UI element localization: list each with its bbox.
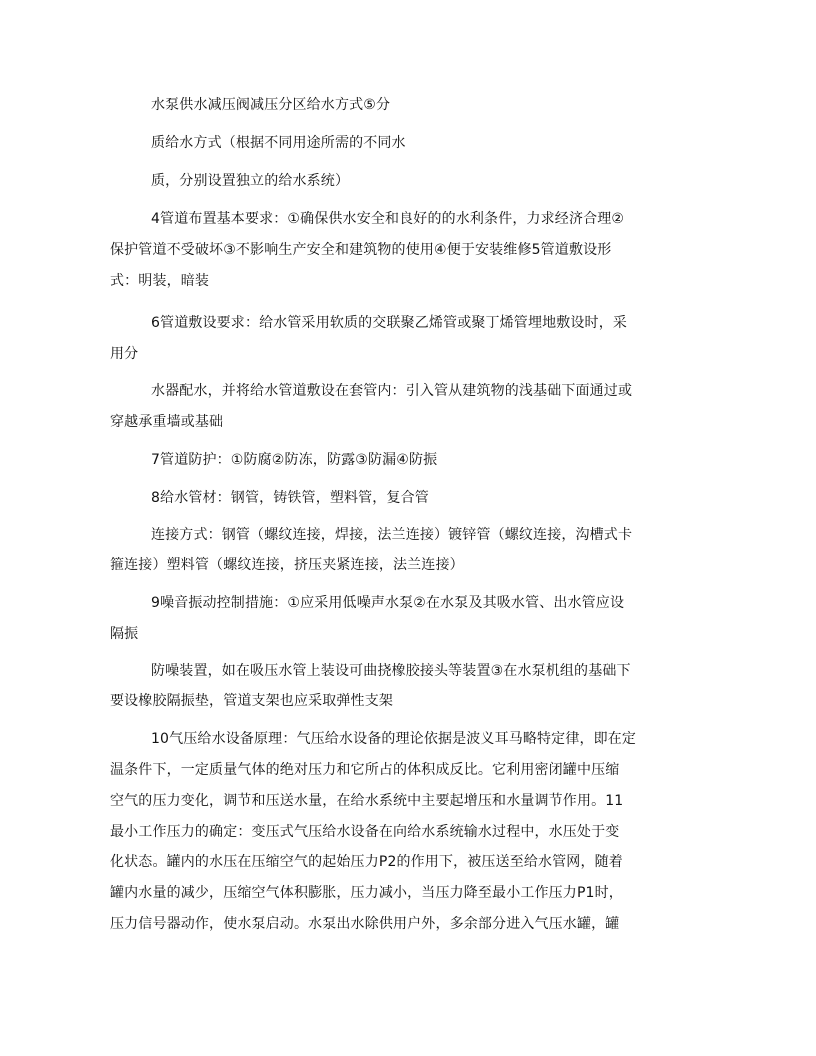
text-line: 罐内水量的减少，压缩空气体积膨胀，压力减小，当压力降至最小工作压力P1时， [110, 885, 623, 901]
text-line: 保护管道不受破坏③不影响生产安全和建筑物的使用④便于安装维修5管道敷设形 [110, 242, 612, 258]
text-line: 8给水管材：钢管，铸铁管，塑料管，复合管 [151, 490, 429, 506]
text-line: 6管道敷设要求：给水管采用软质的交联聚乙烯管或聚丁烯管埋地敷设时，采 [151, 315, 628, 331]
text-line: 质，分别设置独立的给水系统） [151, 173, 350, 189]
text-line: 最小工作压力的确定：变压式气压给水设备在向给水系统输水过程中，水压处于变 [110, 824, 620, 840]
text-line: 10气压给水设备原理：气压给水设备的理论依据是波义耳马略特定律，即在定 [151, 731, 637, 747]
text-line: 箍连接）塑料管（螺纹连接，挤压夹紧连接，法兰连接） [110, 557, 464, 573]
text-line: 式：明装，暗装 [110, 273, 210, 289]
text-line: 要设橡胶隔振垫，管道支架也应采取弹性支架 [110, 693, 393, 709]
text-line: 用分 [110, 346, 139, 362]
text-line: 温条件下，一定质量气体的绝对压力和它所占的体积成反比。它利用密闭罐中压缩 [110, 762, 620, 778]
text-line: 质给水方式（根据不同用途所需的不同水 [151, 135, 406, 151]
text-line: 化状态。罐内的水压在压缩空气的起始压力P2的作用下，被压送至给水管网，随着 [110, 854, 623, 870]
text-line: 空气的压力变化，调节和压送水量，在给水系统中主要起增压和水量调节作用。11 [110, 793, 624, 809]
text-line: 连接方式：钢管（螺纹连接，焊接，法兰连接）镀锌管（螺纹连接，沟槽式卡 [151, 527, 633, 543]
text-line: 水泵供水减压阀减压分区给水方式⑤分 [151, 97, 391, 113]
text-line: 穿越承重墙或基础 [110, 414, 224, 430]
text-line: 压力信号器动作，使水泵启动。水泵出水除供用户外，多余部分进入气压水罐，罐 [110, 916, 620, 932]
text-line: 7管道防护：①防腐②防冻，防露③防漏④防振 [151, 452, 438, 468]
text-line: 防噪装置，如在吸压水管上装设可曲挠橡胶接头等装置③在水泵机组的基础下 [151, 663, 631, 679]
text-line: 4管道布置基本要求：①确保供水安全和良好的的水利条件，力求经济合理② [151, 211, 625, 227]
text-line: 水器配水，并将给水管道敷设在套管内：引入管从建筑物的浅基础下面通过或 [151, 383, 633, 399]
text-line: 9噪音振动控制措施：①应采用低噪声水泵②在水泵及其吸水管、出水管应设 [151, 595, 625, 611]
text-line: 隔振 [110, 626, 139, 642]
